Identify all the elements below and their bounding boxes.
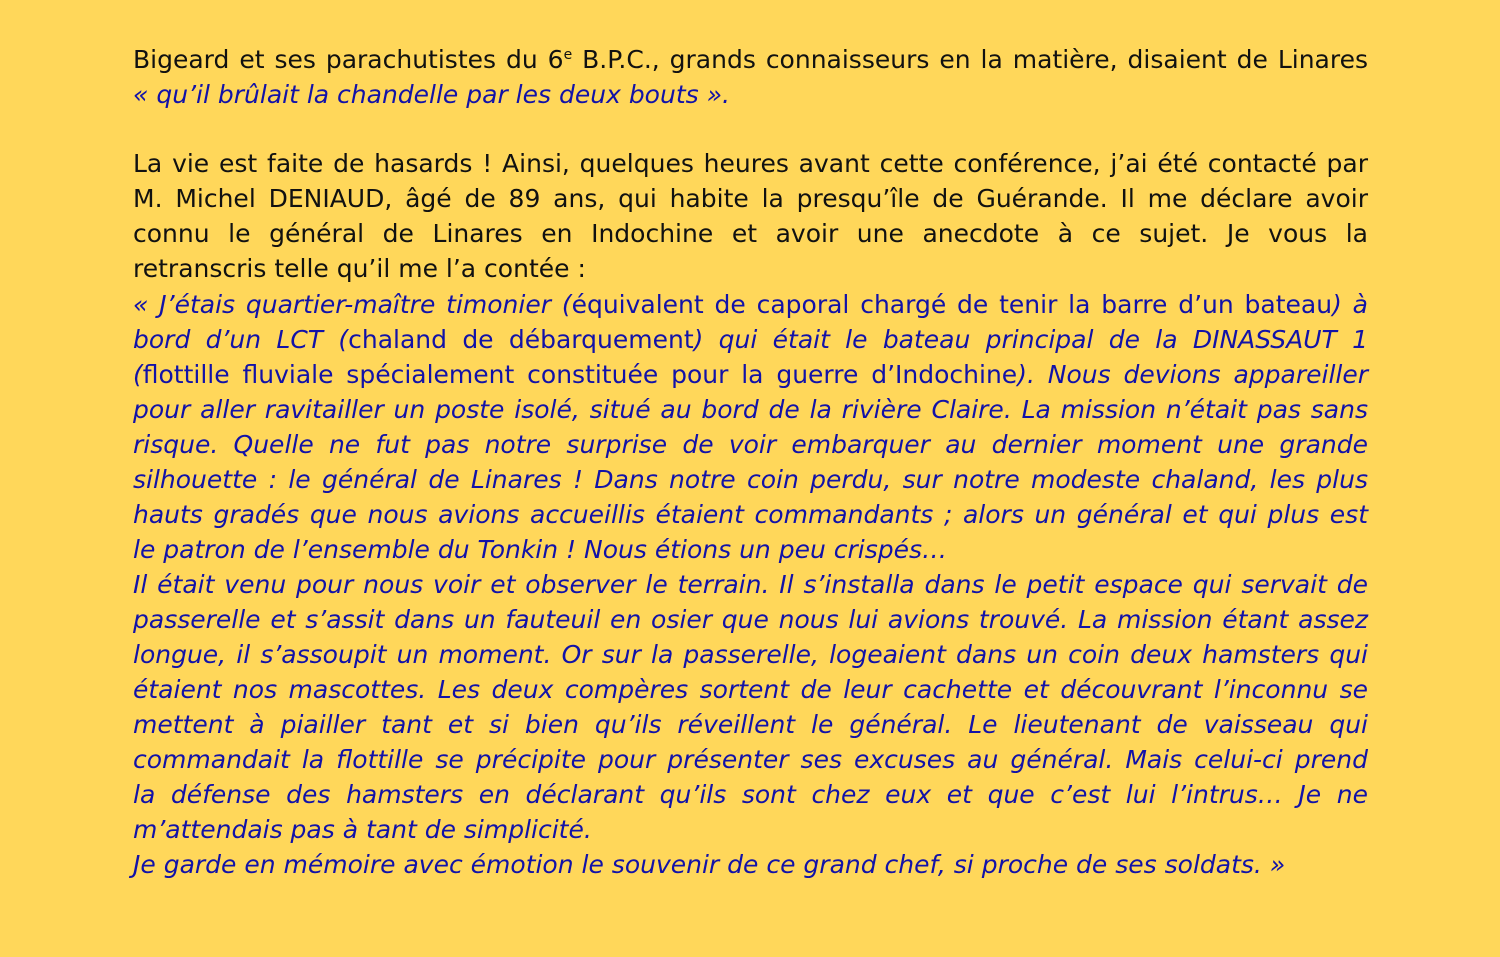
quote-line: silhouette : le général de Linares ! Dans notre coin perdu, sur notre modeste chaland, les plus xyxy=(133,465,1368,494)
intro-text-cont: B.P.C., grands connaisseurs en la matière, disaient de Linares xyxy=(572,45,1368,74)
quote-italic: « J’étais quartier-maître timonier ( xyxy=(133,290,572,319)
quote-line: pour aller ravitailler un poste isolé, situé au bord de la rivière Claire. La mission n’était pas sans xyxy=(133,395,1368,424)
intro-quote-line: « qu’il brûlait la chandelle par les deux bouts ». xyxy=(133,80,730,109)
quote-line: le patron de l’ensemble du Tonkin ! Nous étions un peu crispés… xyxy=(133,535,948,564)
quote-line: mettent à piailler tant et si bien qu’ils réveillent le général. Le lieutenant de vaisseau qui xyxy=(133,710,1368,739)
ordinal-superscript: e xyxy=(563,46,573,63)
quote-roman: chaland de débarquement xyxy=(348,325,694,354)
quote-line xyxy=(133,287,1368,322)
intro-line-1 xyxy=(133,42,1368,77)
body-line: M. Michel DENIAUD, âgé de 89 ans, qui habite la presqu’île de Guérande. Il me déclare avoir xyxy=(133,184,1368,213)
quote-line: étaient nos mascottes. Les deux compères sortent de leur cachette et découvrant l’inconnu se xyxy=(133,675,1368,704)
body-line: connu le général de Linares en Indochine et avoir une anecdote à ce sujet. Je vous la xyxy=(133,219,1368,248)
quote-italic: ) à xyxy=(1332,290,1368,319)
quote-line xyxy=(133,322,1368,357)
quote-line: Je garde en mémoire avec émotion le souvenir de ce grand chef, si proche de ses soldats. » xyxy=(133,850,1286,879)
quote-italic: ( xyxy=(133,360,143,389)
quote-line: la défense des hamsters en déclarant qu’ils sont chez eux et que c’est lui l’intrus… Je ne xyxy=(133,780,1368,809)
quote-line: passerelle et s’assit dans un fauteuil en osier que nous lui avions trouvé. La mission étant assez xyxy=(133,605,1368,634)
document-page xyxy=(133,42,1368,882)
quote-line: hauts gradés que nous avions accueillis étaient commandants ; alors un général et qui plus est xyxy=(133,500,1368,529)
intro-text: Bigeard et ses parachutistes du 6 xyxy=(133,45,564,74)
quote-italic: ). Nous devions appareiller xyxy=(1017,360,1368,389)
quote-line: commandait la flottille se précipite pour présenter ses excuses au général. Mais celui-ci prend xyxy=(133,745,1368,774)
quote-italic: ) qui était le bateau principal de la DINASSAUT 1 xyxy=(693,325,1368,354)
body-line: retranscris telle qu’il me l’a contée : xyxy=(133,254,586,283)
body-line: La vie est faite de hasards ! Ainsi, quelques heures avant cette conférence, j’ai été contacté par xyxy=(133,149,1368,178)
quote-line: risque. Quelle ne fut pas notre surprise de voir embarquer au dernier moment une grande xyxy=(133,430,1368,459)
paragraph-spacer xyxy=(133,112,1368,146)
quote-italic: bord d’un LCT ( xyxy=(133,325,349,354)
quote-roman: flottille fluviale spécialement constituée pour la guerre d’Indochine xyxy=(142,360,1018,389)
quote-roman: équivalent de caporal chargé de tenir la barre d’un bateau xyxy=(571,290,1333,319)
quote-line: longue, il s’assoupit un moment. Or sur la passerelle, logeaient dans un coin deux hamsters qui xyxy=(133,640,1368,669)
quote-line: Il était venu pour nous voir et observer le terrain. Il s’installa dans le petit espace qui servait de xyxy=(133,570,1368,599)
quote-line: m’attendais pas à tant de simplicité. xyxy=(133,815,592,844)
quote-line xyxy=(133,357,1368,392)
